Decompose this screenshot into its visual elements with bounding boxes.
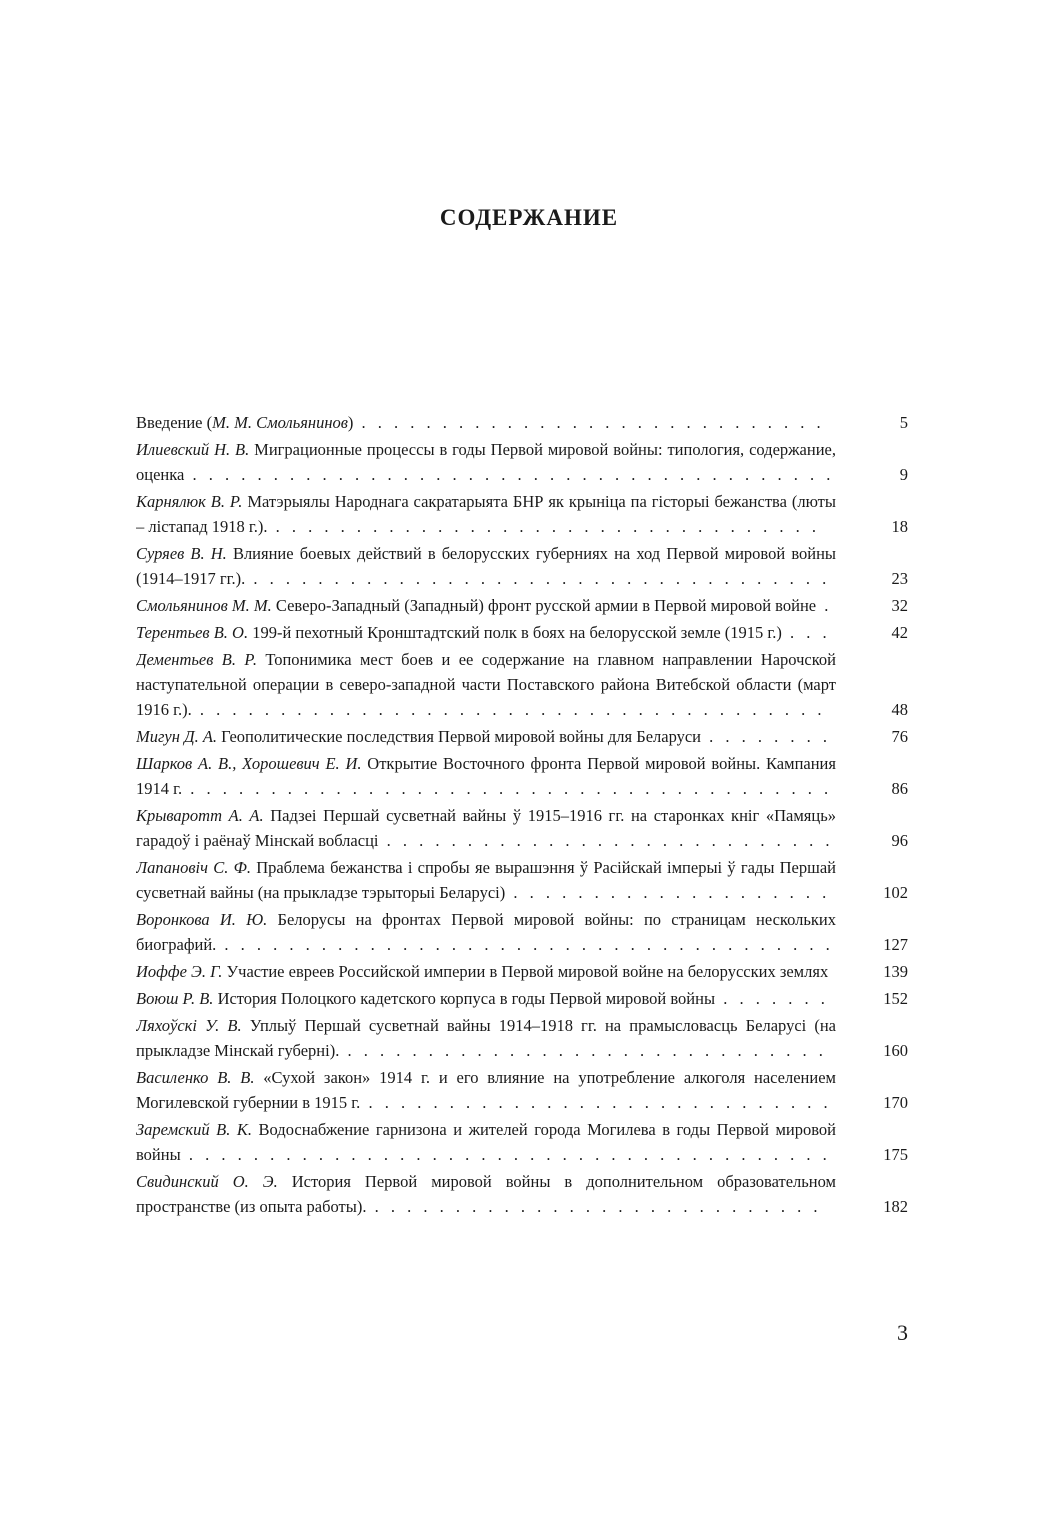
dot-leader: . . . . . . . . xyxy=(701,727,832,746)
toc-author: М. М. Смольянинов xyxy=(212,413,348,432)
toc-page-number: 127 xyxy=(883,935,908,954)
toc-title: Северо-Западный (Западный) фронт русской армии в Первой мировой войне xyxy=(271,596,817,615)
toc-author: Иоффе Э. Г. xyxy=(136,962,223,981)
toc-author: Свидинский О. Э. xyxy=(136,1172,278,1191)
toc-author: Смольянинов М. М. xyxy=(136,596,272,615)
dot-leader: . . . . . . . . . . . . . . . . . . . . . . . . . . . . xyxy=(366,1197,822,1216)
dot-leader: . . . . . . . . . . . . . . . . . . . . . . . . . . . . . . . . . . . . . . . . xyxy=(180,1145,831,1164)
toc-entry xyxy=(136,647,908,722)
toc-title: Миграционные процессы в годы Первой мировой войны: типология, содержание, оценка xyxy=(136,440,836,484)
toc-author: Илиевский Н. В. xyxy=(136,440,250,459)
toc-entry-text xyxy=(136,803,836,853)
toc-prefix: Введение ( xyxy=(136,413,213,432)
toc-entry-text xyxy=(136,541,836,591)
toc-page-number: 152 xyxy=(883,989,908,1008)
toc-title: Уплыў Першай сусветнай вайны 1914–1918 гг. на прамысловасць Беларусі (на прыкладзе Мінскай губерні). xyxy=(136,1016,836,1060)
toc-page-number: 139 xyxy=(883,962,908,981)
toc-page-number: 9 xyxy=(899,465,908,484)
toc-entry xyxy=(136,751,908,801)
toc-page-number: 23 xyxy=(891,569,908,588)
toc-title: ) xyxy=(347,413,354,432)
toc-entry xyxy=(136,620,908,645)
toc-title: Падзеі Першай сусветнай вайны ў 1915–1916 гг. на старонках кніг «Памяць» гарадоў і раёнаў Мінскай вобласці xyxy=(136,806,836,850)
toc-author: Василенко В. В. xyxy=(136,1068,255,1087)
dot-leader: . . . . . . . . . . . . . . . . . . . . . . . . . . . . . . . . . . . . xyxy=(245,569,831,588)
toc-entry-text xyxy=(136,1117,836,1167)
toc-entry-text xyxy=(136,907,836,957)
toc-page-number: 5 xyxy=(899,413,908,432)
dot-leader: . . . . . . . xyxy=(715,989,829,1008)
toc-author: Терентьев В. О. xyxy=(136,623,249,642)
toc-entry-text xyxy=(136,986,836,1011)
dot-leader: . . . . . . . . . . . . . . . . . . . . xyxy=(505,883,831,902)
toc-title: История Первой мировой войны в дополнительном образовательном пространстве (из опыта работы). xyxy=(136,1172,836,1216)
toc-page-number: 182 xyxy=(883,1197,908,1216)
toc-author: Крываротт А. А. xyxy=(136,806,264,825)
toc-title: Белорусы на фронтах Первой мировой войны: по страницам нескольких биографий. xyxy=(136,910,836,954)
toc-entry-text xyxy=(136,410,836,435)
toc-entry-text xyxy=(136,959,836,984)
page-title: СОДЕРЖАНИЕ xyxy=(439,205,619,230)
toc-title: «Сухой закон» 1914 г. и его влияние на употребление алкоголя населением Могилевской губернии в 1915 г. xyxy=(136,1068,836,1112)
toc-author: Воюш Р. В. xyxy=(136,989,214,1008)
toc-title: Праблема бежанства і спробы яе вырашэння ў Расійскай імперыі ў гады Першай сусветнай вайны (на прыкладзе тэрыторыі Беларусі) xyxy=(136,858,836,902)
toc-entry xyxy=(136,1065,908,1115)
toc-page-number: 102 xyxy=(883,883,908,902)
toc-author: Карнялюк В. Р. xyxy=(136,492,243,511)
toc-title: Влияние боевых действий в белорусских губерниях на ход Первой мировой войны (1914–1917 гг.). xyxy=(136,544,836,588)
dot-leader: . . . . . . . . . . . . . . . . . . . . . . . . . . . . xyxy=(378,831,834,850)
toc-page-number: 86 xyxy=(891,779,908,798)
toc-entry xyxy=(136,803,908,853)
toc-entry xyxy=(136,1169,908,1219)
toc-page-number: 170 xyxy=(883,1093,908,1112)
toc-title: История Полоцкого кадетского корпуса в годы Первой мировой войны xyxy=(213,989,716,1008)
dot-leader: . . . . . . . . . . . . . . . . . . . . . . . . . . . . . . . . . . . . . . . . xyxy=(182,779,833,798)
toc-entry xyxy=(136,489,908,539)
toc-entry xyxy=(136,724,908,749)
toc-title: Матэрыялы Народнага сакратарыята БНР як крыніца па гісторыі бежанства (люты – лістапад 1918 г.). xyxy=(136,492,836,536)
toc-entry-text xyxy=(136,489,836,539)
toc-title: 199-й пехотный Кронштадтский полк в боях на белорусской земле (1915 г.) xyxy=(248,623,782,642)
toc-title: Водоснабжение гарнизона и жителей города Могилева в годы Первой мировой войны xyxy=(136,1120,836,1164)
toc-page-number: 42 xyxy=(891,623,908,642)
toc-title: Открытие Восточного фронта Первой мировой войны. Кампания 1914 г. xyxy=(136,754,836,798)
toc-title: Геополитические последствия Первой мировой войны для Беларуси xyxy=(217,727,702,746)
toc-author: Дементьев В. Р. xyxy=(136,650,257,669)
toc-entry-text xyxy=(136,647,836,722)
toc-title: Топонимика мест боев и ее содержание на главном направлении Нарочской наступательной операции в северо-западной части Поставского района Витебской области (март 1916 г.). xyxy=(136,650,836,719)
toc-author: Ляхоўскі У. В. xyxy=(136,1016,242,1035)
toc-author: Мигун Д. А. xyxy=(136,727,218,746)
toc-page-number: 76 xyxy=(891,727,908,746)
toc-page-number: 160 xyxy=(883,1041,908,1060)
dot-leader: . . . . . . . . . . . . . . . . . . . . . . . . . . . . . . . . . . . . . . . xyxy=(191,700,826,719)
toc-entry xyxy=(136,907,908,957)
toc-entry-text xyxy=(136,751,836,801)
toc-entry-text xyxy=(136,1013,836,1063)
toc-page-number: 175 xyxy=(883,1145,908,1164)
toc-entry xyxy=(136,855,908,905)
toc-entry xyxy=(136,959,908,984)
toc-entry xyxy=(136,1013,908,1063)
toc-page-number: 32 xyxy=(891,596,908,615)
toc-entry xyxy=(136,593,908,618)
toc-author: Лапановіч С. Ф. xyxy=(136,858,251,877)
toc-title: Участие евреев Российской империи в Первой мировой войне на белорусских землях xyxy=(222,962,829,981)
toc-entry-text xyxy=(136,1169,836,1219)
toc-entry xyxy=(136,437,908,487)
toc-entry-text xyxy=(136,1065,836,1115)
toc-author: Шарков А. В., Хорошевич Е. И. xyxy=(136,754,362,773)
toc-page-number: 18 xyxy=(891,517,908,536)
toc-entry xyxy=(136,410,908,435)
dot-leader: . . . . . . . . . . . . . . . . . . . . . . . . . . . . . . . . . . . . . . xyxy=(216,935,834,954)
toc-page-number: 96 xyxy=(891,831,908,850)
toc-entry-text xyxy=(136,724,836,749)
dot-leader: . xyxy=(816,596,833,615)
toc-entry xyxy=(136,1117,908,1167)
toc-entry-text xyxy=(136,593,836,618)
toc-author: Воронкова И. Ю. xyxy=(136,910,268,929)
toc-author: Заремский В. К. xyxy=(136,1120,252,1139)
toc-entry xyxy=(136,541,908,591)
dot-leader: . . . . . . . . . . . . . . . . . . . . . . . . . . . . . xyxy=(360,1093,832,1112)
toc-entry-text xyxy=(136,437,836,487)
dot-leader: . . . xyxy=(781,623,831,642)
toc-author: Суряев В. Н. xyxy=(136,544,227,563)
toc-entry xyxy=(136,986,908,1011)
dot-leader: . . . . . . . . . . . . . . . . . . . . . . . . . . . . . xyxy=(353,413,825,432)
dot-leader: . . . . . . . . . . . . . . . . . . . . . . . . . . . . . . . . . . xyxy=(267,517,820,536)
toc-page-number: 48 xyxy=(891,700,908,719)
page-number: 3 xyxy=(897,1320,908,1345)
dot-leader: . . . . . . . . . . . . . . . . . . . . . . . . . . . . . . xyxy=(339,1041,827,1060)
toc-entry-text xyxy=(136,855,836,905)
dot-leader: . . . . . . . . . . . . . . . . . . . . . . . . . . . . . . . . . . . . . . . . xyxy=(184,465,835,484)
table-of-contents xyxy=(136,410,908,1221)
toc-entry-text xyxy=(136,620,836,645)
